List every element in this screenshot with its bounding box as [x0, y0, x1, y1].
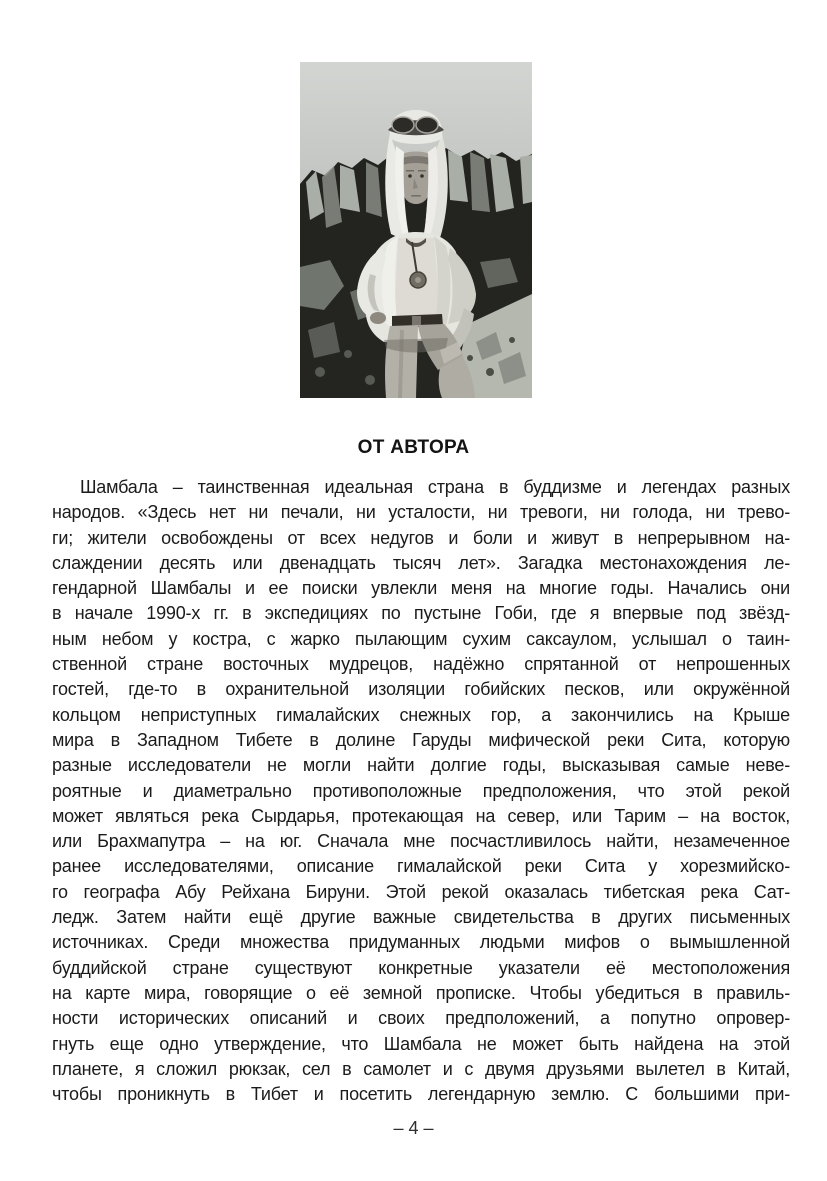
text-line: народов. «Здесь нет ни печали, ни усталости, ни тревоги, ни голода, ни трево-	[52, 502, 790, 523]
text-line: ственной стране восточных мудрецов, надёжно спрятанной от непрошенных	[52, 654, 790, 675]
text-line: разные исследователи не могли найти долгие годы, высказывая самые неве-	[52, 755, 790, 776]
text-line: ности исторических описаний и своих предположений, а попутно опровер-	[52, 1008, 790, 1029]
text-line: чтобы проникнуть в Тибет и посетить легендарную землю. С большими при-	[52, 1084, 790, 1105]
text-line: кольцом неприступных гималайских снежных гор, а закончились на Крыше	[52, 704, 790, 725]
text-line: или Брахмапутра – на юг. Сначала мне посчастливилось найти, незамеченное	[52, 831, 790, 852]
text-line: го географа Абу Рейхана Бируни. Этой рекой оказалась тибетская река Сат-	[52, 881, 790, 902]
section-heading: ОТ АВТОРА	[357, 437, 470, 458]
text-line: гостей, где-то в охранительной изоляции гобийских песков, или окружённой	[52, 679, 790, 700]
page-number: – 4 –	[393, 1118, 434, 1138]
author-photo	[300, 62, 532, 398]
body-paragraph	[52, 475, 790, 1107]
text-line: роятные и диаметрально противоположные предположения, что этой рекой	[52, 780, 790, 801]
text-line: может являться река Сырдарья, протекающая на север, или Тарим – на восток,	[52, 805, 790, 826]
text-line: буддийской стране существуют конкретные указатели её местоположения	[52, 957, 790, 978]
text-line: слаждении десять или двенадцать тысяч лет». Загадка местонахождения ле-	[52, 552, 790, 573]
text-line: ги; жители освобождены от всех недугов и боли и живут в непрерывном на-	[52, 527, 790, 548]
text-line: источниках. Среди множества придуманных людьми мифов о вымышленной	[52, 932, 790, 953]
text-line: Шамбала – таинственная идеальная страна в буддизме и легендах разных	[80, 477, 790, 497]
text-line: гнуть еще одно утверждение, что Шамбала не может быть найдена на этой	[52, 1033, 790, 1054]
author-photo-drawing	[300, 62, 532, 398]
text-line: на карте мира, говорящие о её земной прописке. Чтобы убедиться в правиль-	[52, 982, 790, 1003]
text-line: гендарной Шамбалы и ее поиски увлекли меня на многие годы. Начались они	[52, 578, 790, 599]
text-line: ледж. Затем найти ещё другие важные свидетельства в других письменных	[52, 907, 790, 928]
text-line: мира в Западном Тибете в долине Гаруды мифической реки Сита, которую	[52, 729, 790, 750]
text-line: в начале 1990-х гг. в экспедициях по пустыне Гоби, где я впервые под звёзд-	[52, 603, 790, 624]
text-line: ранее исследователями, описание гималайской реки Сита у хорезмийско-	[52, 856, 790, 877]
text-line: планете, я сложил рюкзак, сел в самолет и с двумя друзьями вылетел в Китай,	[52, 1058, 790, 1079]
text-line: ным небом у костра, с жарко пылающим сухим саксаулом, услышал о таин-	[52, 628, 790, 649]
